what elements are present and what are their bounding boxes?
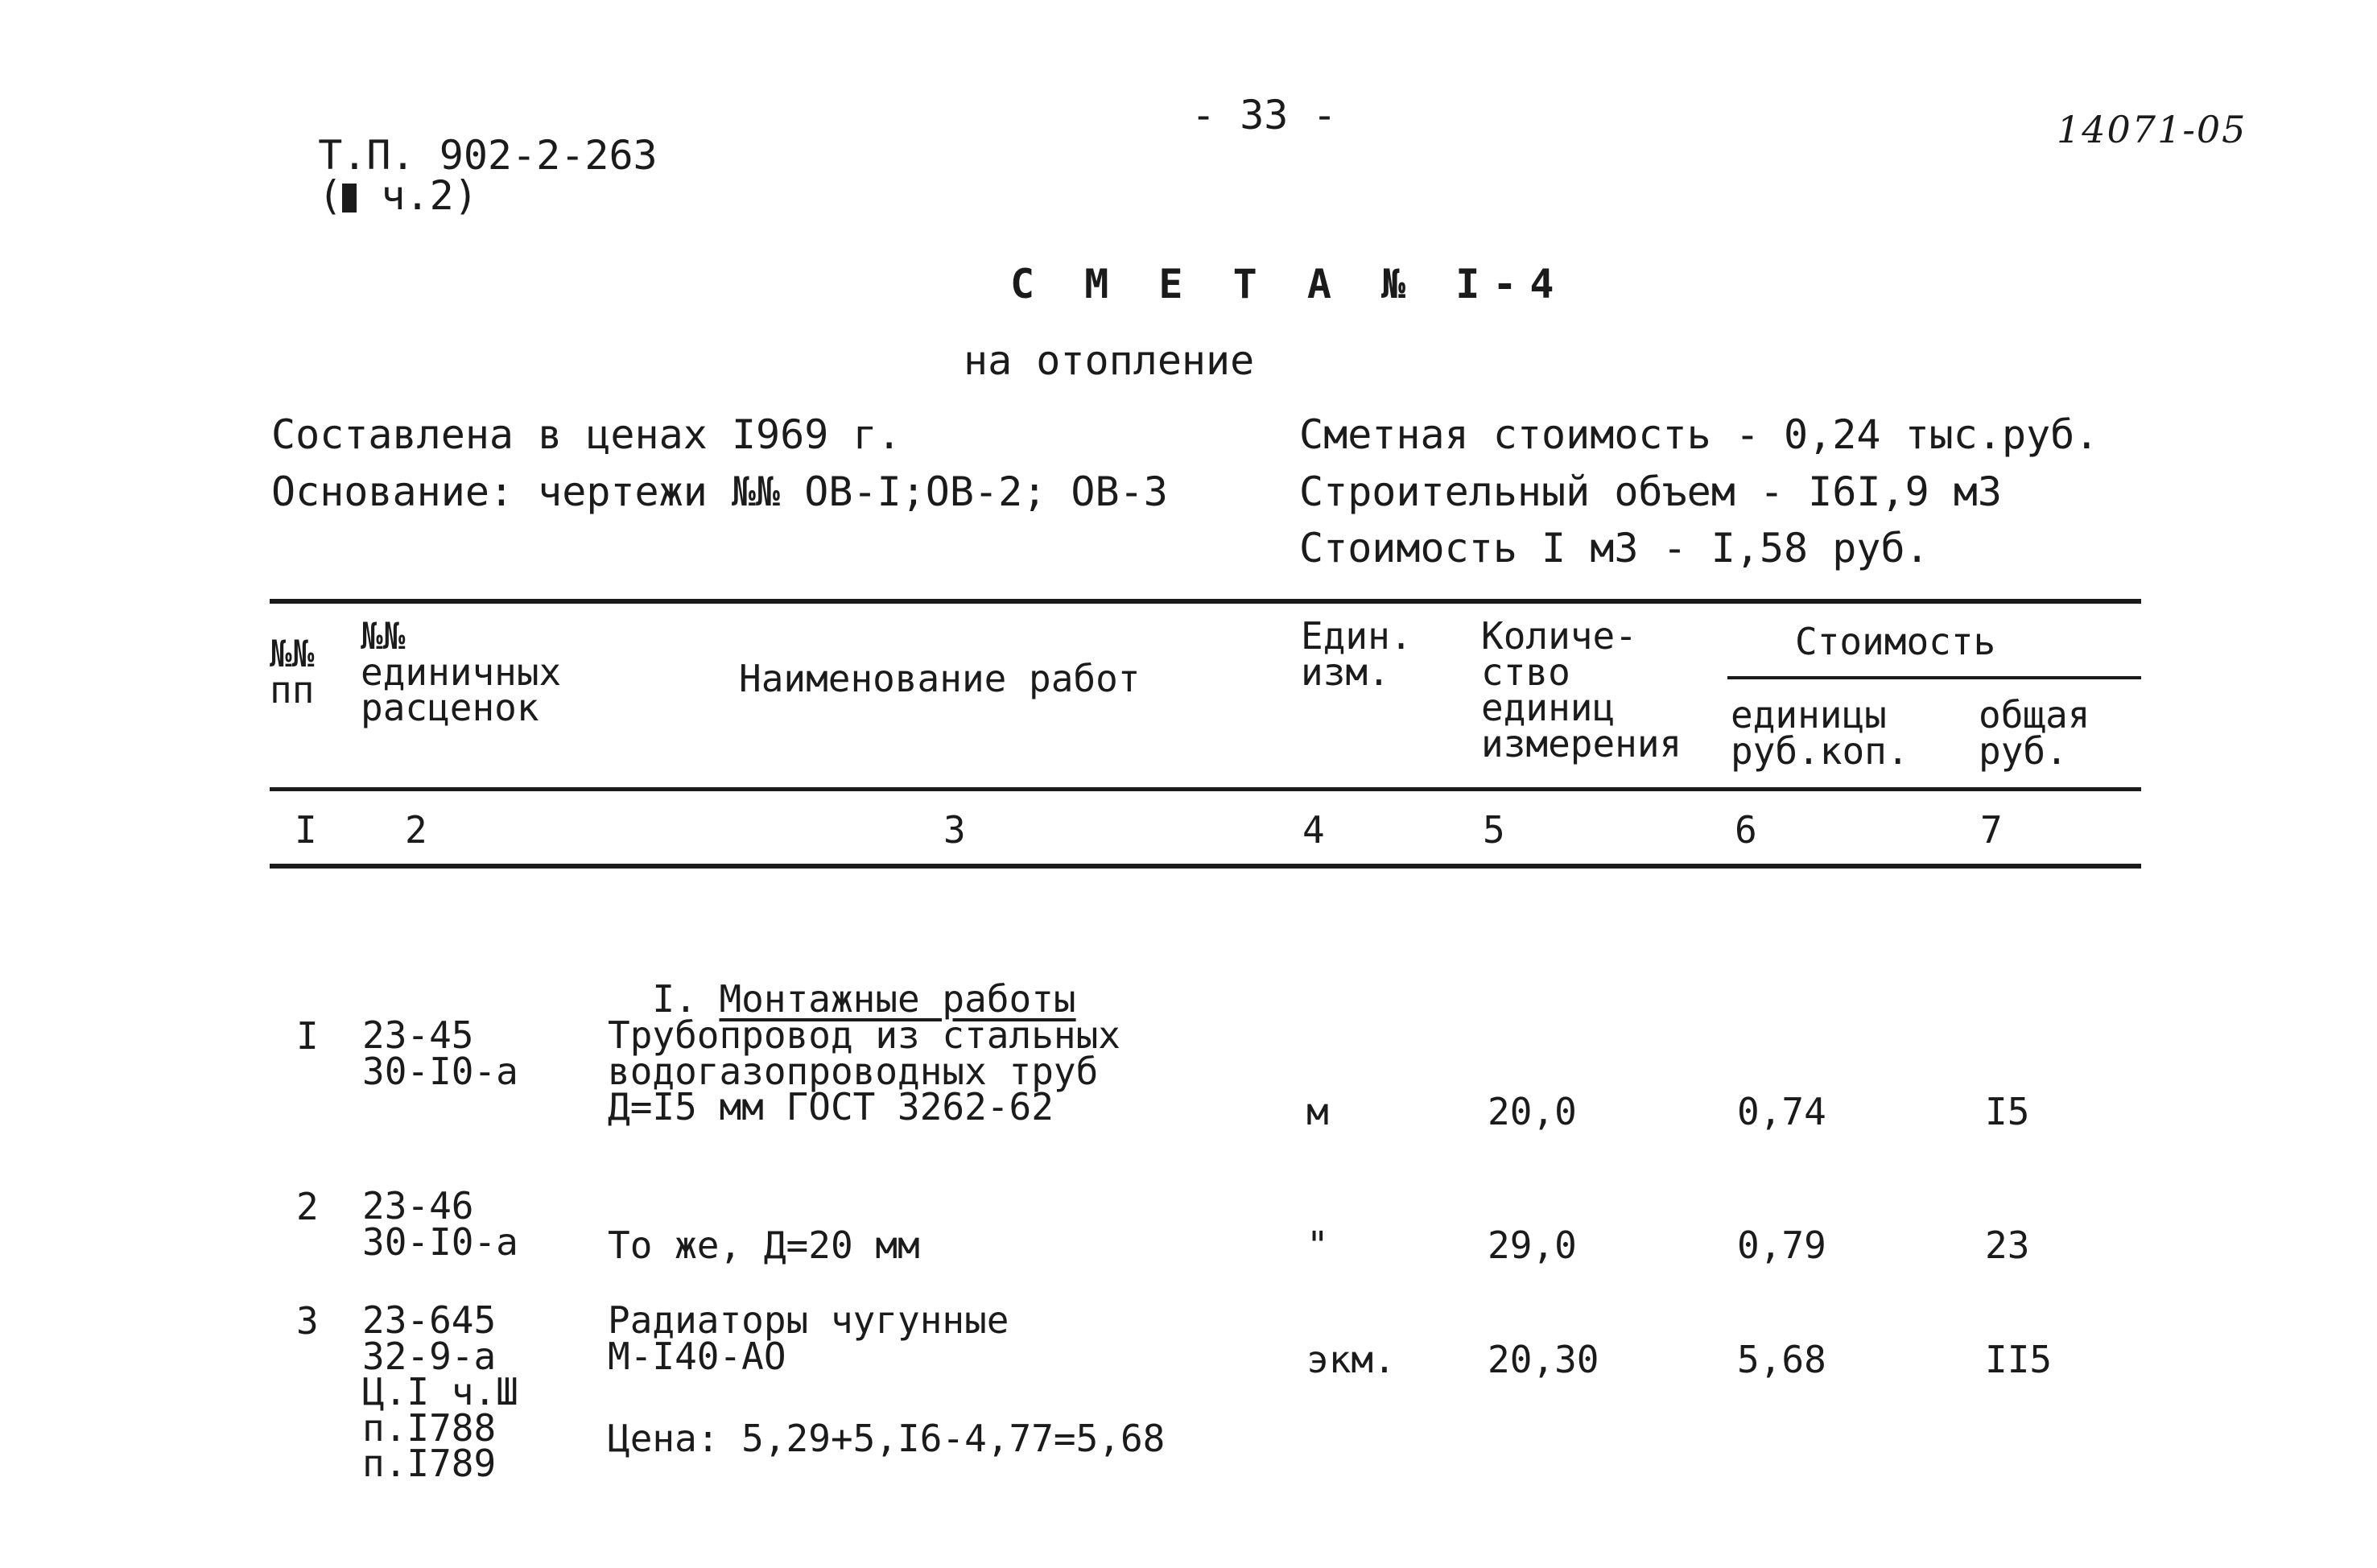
column-number-3: 3: [943, 808, 966, 852]
row-total: 23: [1985, 1223, 2030, 1267]
header-total-cost: общая руб.: [1979, 693, 2090, 773]
drawings-basis: Основание: чертежи №№ ОВ-I;ОВ-2; ОВ-3: [271, 468, 1168, 515]
row-rate-codes: 23-45 30-I0-а: [362, 1013, 518, 1093]
estimate-title: С М Е Т А № I-4: [1010, 261, 1567, 307]
column-number-7: 7: [1980, 808, 2003, 852]
doc-part-text: ч.2): [357, 172, 478, 219]
header-quantity: Количе- ство единиц измерения: [1481, 614, 1682, 765]
column-number-6: 6: [1735, 808, 1757, 852]
row-rate-codes: 23-46 30-I0-а: [362, 1184, 518, 1264]
header-rate-codes: №№ единичных расценок: [361, 614, 562, 730]
document-reference: [270, 95, 658, 219]
archive-number: 14071-05: [2057, 108, 2247, 151]
estimate-subtitle: на отопление: [964, 337, 1255, 384]
cost-group-rule: [1727, 676, 2141, 679]
row-unit: м: [1306, 1090, 1329, 1133]
page-number: - 33 -: [1191, 92, 1337, 138]
building-volume: Строительный объем - I6I,9 м3: [1299, 468, 2002, 515]
column-number-4: 4: [1302, 808, 1325, 852]
row-total: II5: [1985, 1338, 2053, 1381]
row-work-name: То же, Д=20 мм: [608, 1223, 920, 1267]
row-rate-codes: 23-645 32-9-а Ц.I ч.Ш п.I788 п.I789: [362, 1298, 518, 1486]
header-bottom-rule: [270, 787, 2141, 791]
header-row-number: №№ пп: [270, 632, 315, 712]
column-number-1: I: [295, 808, 317, 852]
doc-part-open: (: [318, 172, 343, 219]
table-top-rule: [270, 599, 2141, 604]
cost-per-m3: Стоимость I м3 - I,58 руб.: [1299, 525, 1929, 571]
doc-ref-text: Т.П. 902-2-263: [318, 132, 658, 179]
column-number-2: 2: [405, 808, 427, 852]
header-unit-cost: единицы руб.коп.: [1731, 693, 1909, 773]
row-unit-cost: 0,74: [1737, 1090, 1826, 1133]
row-number: 2: [296, 1185, 319, 1228]
row-unit: ": [1306, 1223, 1329, 1267]
row-total: I5: [1985, 1090, 2030, 1133]
row-unit: экм.: [1306, 1338, 1396, 1381]
row-work-name: Трубопровод из стальных водогазопроводных труб Д=I5 мм ГОСТ 3262-62: [608, 1013, 1120, 1129]
row-quantity: 29,0: [1488, 1223, 1577, 1267]
section-number: I.: [652, 977, 720, 1021]
row-price-note: Цена: 5,29+5,I6-4,77=5,68: [608, 1417, 1166, 1460]
header-cost-group: Стоимость: [1795, 620, 1996, 663]
row-unit-cost: 0,79: [1737, 1223, 1826, 1267]
row-quantity: 20,0: [1488, 1090, 1577, 1133]
row-number: I: [296, 1014, 319, 1058]
header-unit: Един. изм.: [1301, 614, 1413, 694]
estimated-cost: Сметная стоимость - 0,24 тыс.руб.: [1299, 411, 2099, 458]
column-number-5: 5: [1483, 808, 1505, 852]
header-work-name: Наименование работ: [739, 657, 1141, 700]
row-unit-cost: 5,68: [1737, 1338, 1826, 1381]
section-title: [608, 943, 1076, 1021]
row-quantity: 20,30: [1488, 1338, 1599, 1381]
prices-basis: Составлена в ценах I969 г.: [271, 411, 902, 458]
column-numbers-rule: [270, 864, 2141, 869]
row-work-name: Радиаторы чугунные М-I40-АО: [608, 1298, 1009, 1378]
row-number: 3: [296, 1299, 319, 1343]
section-name: Монтажные работы: [719, 977, 1076, 1021]
ink-blot-mark: [342, 184, 357, 213]
